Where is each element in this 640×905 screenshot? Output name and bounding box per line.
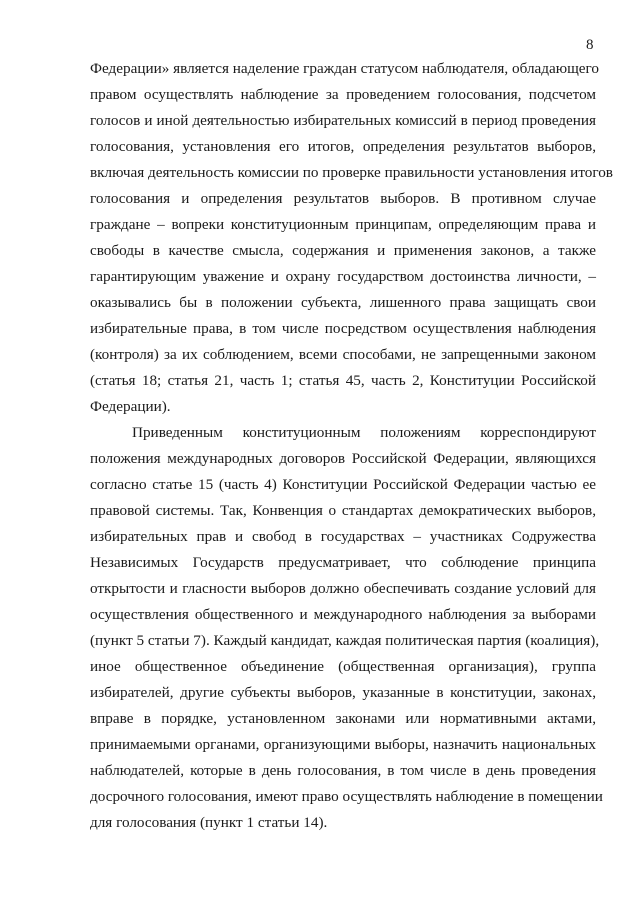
- text-line: избирательные права, в том числе посредством осуществления наблюдения: [90, 320, 596, 337]
- text-line: принимаемыми органами, организующими выборы, назначить национальных: [90, 736, 596, 753]
- text-line: граждане – вопреки конституционным принципам, определяющим права и: [90, 216, 596, 233]
- text-line: открытости и гласности выборов должно обеспечивать создание условий для: [90, 580, 596, 597]
- text-line: Федерации).: [90, 398, 171, 415]
- document-body: [90, 56, 613, 836]
- text-line: вправе в порядке, установленном законами или нормативными актами,: [90, 710, 596, 727]
- text-line: согласно статье 15 (часть 4) Конституции Российской Федерации частью ее: [90, 476, 596, 493]
- text-line: иное общественное объединение (общественная организация), группа: [90, 658, 596, 675]
- text-line: досрочного голосования, имеют право осуществлять наблюдение в помещении: [90, 788, 603, 805]
- page-number: 8: [586, 37, 594, 53]
- text-line: для голосования (пункт 1 статьи 14).: [90, 814, 328, 831]
- text-line: голосов и иной деятельностью избирательных комиссий в период проведения: [90, 112, 596, 129]
- text-line: избирателей, другие субъекты выборов, указанные в конституции, законах,: [90, 684, 596, 701]
- text-line: Независимых Государств предусматривает, что соблюдение принципа: [90, 554, 596, 571]
- text-line: (контроля) за их соблюдением, всеми способами, не запрещенными законом: [90, 346, 596, 363]
- paragraph-1: [90, 56, 613, 420]
- text-line: Федерации» является наделение граждан статусом наблюдателя, обладающего: [90, 60, 599, 77]
- text-line: правовой системы. Так, Конвенция о стандартах демократических выборов,: [90, 502, 596, 519]
- text-line: голосования и определения результатов выборов. В противном случае: [90, 190, 596, 207]
- text-line: включая деятельность комиссии по проверке правильности установления итогов: [90, 164, 613, 181]
- text-line: наблюдателей, которые в день голосования, в том числе в день проведения: [90, 762, 596, 779]
- text-line: Приведенным конституционным положениям корреспондируют: [132, 424, 596, 441]
- text-line: голосования, установления его итогов, определения результатов выборов,: [90, 138, 596, 155]
- text-line: осуществления общественного и международного наблюдения за выборами: [90, 606, 596, 623]
- text-line: правом осуществлять наблюдение за проведением голосования, подсчетом: [90, 86, 596, 103]
- text-line: оказывались бы в положении субъекта, лишенного права защищать свои: [90, 294, 596, 311]
- text-line: избирательных прав и свобод в государствах – участниках Содружества: [90, 528, 596, 545]
- text-line: положения международных договоров Российской Федерации, являющихся: [90, 450, 596, 467]
- text-line: (статья 18; статья 21, часть 1; статья 45, часть 2, Конституции Российской: [90, 372, 596, 389]
- text-line: гарантирующим уважение и охрану государством достоинства личности, –: [90, 268, 596, 285]
- paragraph-2: [90, 420, 603, 836]
- text-line: свободы в качестве смысла, содержания и применения законов, а также: [90, 242, 596, 259]
- text-line: (пункт 5 статьи 7). Каждый кандидат, каждая политическая партия (коалиция),: [90, 632, 600, 649]
